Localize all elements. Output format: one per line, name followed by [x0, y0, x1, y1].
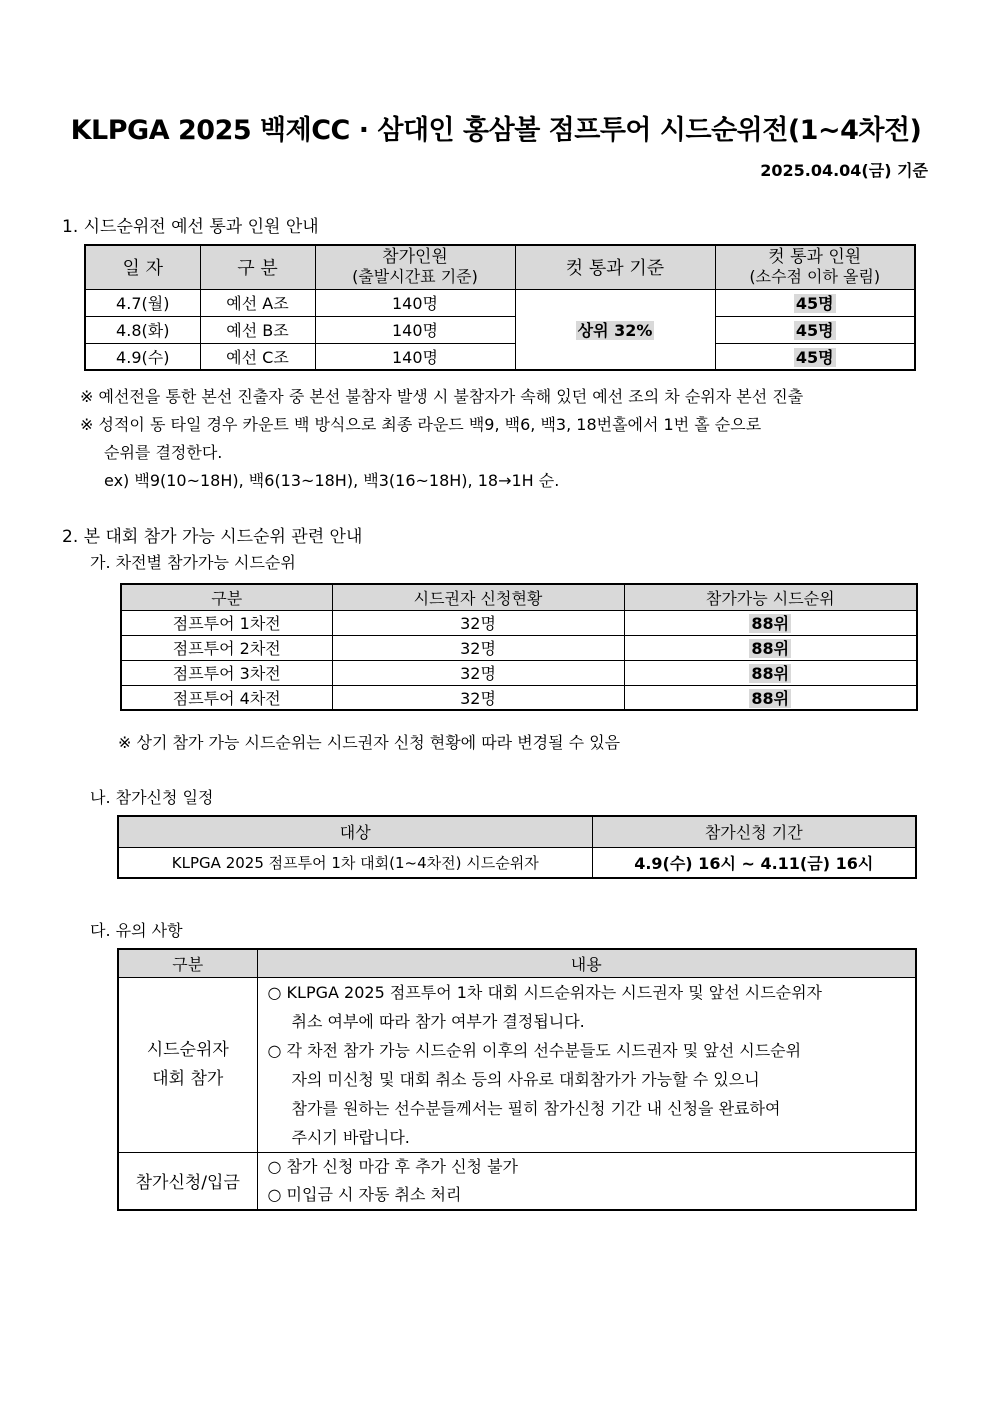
seed-header-row	[121, 584, 917, 610]
page-title: KLPGA 2025 백제CC · 삼대인 홍삼볼 점프투어 시드순위전(1~4차전)	[70, 115, 922, 146]
row-round: 점프투어 1차전	[121, 610, 332, 635]
subsection-da-heading: 다. 유의 사항	[90, 921, 183, 940]
header-group: 구 분	[200, 245, 315, 289]
row-rank	[624, 685, 917, 710]
category-seed-participation	[118, 977, 257, 1152]
header-category: 구분	[118, 949, 257, 977]
note-tiebreak: ※ 성적이 동 타일 경우 카운트 백 방식으로 최종 라운드 백9, 백6, 백3, 18번홀에서 1번 홀 순으로	[80, 415, 762, 434]
header-cut-criteria: 컷 통과 기준	[515, 245, 715, 289]
content-line: ○ 각 차전 참가 가능 시드순위 이후의 선수분들도 시드권자 및 앞선 시드순위	[267, 1040, 802, 1060]
row-group: 예선 A조	[200, 289, 315, 316]
cut-criteria-cell	[515, 289, 715, 370]
category-application-payment: 참가신청/입금	[118, 1152, 257, 1210]
content-application-payment	[257, 1152, 916, 1210]
content-line: ○ 미입금 시 자동 취소 처리	[267, 1184, 462, 1204]
row-count: 140명	[315, 289, 515, 316]
header-participants-sub: (출발시간표 기준)	[352, 267, 478, 287]
category-line-1: 시드순위자	[146, 1039, 229, 1060]
table-row	[85, 343, 915, 370]
content-line: 주시기 바랍니다.	[291, 1127, 410, 1147]
row-round: 점프투어 4차전	[121, 685, 332, 710]
row-pass	[715, 343, 915, 370]
table-row	[118, 1152, 916, 1210]
header-target: 대상	[118, 816, 592, 847]
row-count: 140명	[315, 343, 515, 370]
schedule-header-row	[118, 816, 916, 847]
row-applied: 32명	[332, 635, 624, 660]
table-row	[85, 289, 915, 316]
content-line: 자의 미신청 및 대회 취소 등의 사유로 대회참가가 가능할 수 있으니	[291, 1069, 760, 1089]
header-content: 내용	[257, 949, 916, 977]
header-cut-count-sub: (소수점 이하 올림)	[749, 267, 881, 287]
row-pass	[715, 316, 915, 343]
seed-rank-table	[120, 583, 918, 711]
subsection-na-heading: 나. 참가신청 일정	[90, 788, 214, 807]
row-count: 140명	[315, 316, 515, 343]
note-example: ex) 백9(10~18H), 백6(13~18H), 백3(16~18H), 18→1H 순.	[104, 471, 560, 490]
row-pass-value: 45명	[795, 294, 834, 313]
section1-heading: 1. 시드순위전 예선 통과 인원 안내	[62, 217, 319, 237]
row-pass	[715, 289, 915, 316]
row-group: 예선 C조	[200, 343, 315, 370]
row-applied: 32명	[332, 660, 624, 685]
header-participants-label: 참가인원	[382, 247, 448, 268]
table-row	[121, 610, 917, 635]
header-round: 구분	[121, 584, 332, 610]
notice-table	[117, 948, 917, 1211]
row-rank	[624, 610, 917, 635]
schedule-period: 4.9(수) 16시 ~ 4.11(금) 16시	[592, 847, 916, 878]
qualifier-table	[84, 244, 916, 371]
row-date: 4.8(화)	[85, 316, 200, 343]
content-line: 참가를 원하는 선수분들께서는 필히 참가신청 기간 내 신청을 완료하여	[291, 1098, 781, 1118]
row-group: 예선 B조	[200, 316, 315, 343]
row-rank-value: 88위	[751, 664, 790, 683]
row-rank	[624, 635, 917, 660]
row-date: 4.9(수)	[85, 343, 200, 370]
header-cut-count	[715, 245, 915, 289]
header-applied: 시드권자 신청현황	[332, 584, 624, 610]
table-row	[121, 635, 917, 660]
schedule-target: KLPGA 2025 점프투어 1차 대회(1~4차전) 시드순위자	[118, 847, 592, 878]
row-round: 점프투어 2차전	[121, 635, 332, 660]
qualifier-header-row	[85, 245, 915, 289]
notice-header-row	[118, 949, 916, 977]
table-row	[121, 685, 917, 710]
row-rank-value: 88위	[751, 614, 790, 633]
content-line: ○ KLPGA 2025 점프투어 1차 대회 시드순위자는 시드권자 및 앞선 시드순위자	[267, 982, 823, 1002]
content-seed-participation	[257, 977, 916, 1152]
row-date: 4.7(월)	[85, 289, 200, 316]
row-applied: 32명	[332, 610, 624, 635]
header-period: 참가신청 기간	[592, 816, 916, 847]
row-pass-value: 45명	[795, 347, 834, 367]
table-row	[85, 316, 915, 343]
table-row	[118, 977, 916, 1152]
content-line: 취소 여부에 따라 참가 여부가 결정됩니다.	[291, 1011, 585, 1031]
reference-date: 2025.04.04(금) 기준	[760, 161, 928, 180]
note-seed-change: ※ 상기 참가 가능 시드순위는 시드권자 신청 현황에 따라 변경될 수 있음	[118, 733, 621, 752]
header-rank: 참가가능 시드순위	[624, 584, 917, 610]
row-applied: 32명	[332, 685, 624, 710]
table-row	[118, 847, 916, 878]
header-participants	[315, 245, 515, 289]
row-round: 점프투어 3차전	[121, 660, 332, 685]
header-date: 일 자	[85, 245, 200, 289]
subsection-ga-heading: 가. 차전별 참가가능 시드순위	[90, 553, 296, 572]
section2-heading: 2. 본 대회 참가 가능 시드순위 관련 안내	[62, 527, 363, 547]
row-pass-value: 45명	[795, 321, 834, 340]
note-tiebreak-cont: 순위를 결정한다.	[104, 443, 223, 462]
header-cut-count-label: 컷 통과 인원	[768, 247, 862, 268]
cut-criteria-value: 상위 32%	[577, 320, 653, 340]
application-schedule-table	[117, 815, 917, 879]
row-rank-value: 88위	[751, 639, 790, 658]
row-rank-value: 88위	[751, 688, 790, 708]
content-line: ○ 참가 신청 마감 후 추가 신청 불가	[267, 1156, 518, 1176]
row-rank	[624, 660, 917, 685]
category-line-2: 대회 참가	[152, 1068, 224, 1089]
table-row	[121, 660, 917, 685]
note-absentee: ※ 예선전을 통한 본선 진출자 중 본선 불참자 발생 시 불참자가 속해 있던 예선 조의 차 순위자 본선 진출	[80, 387, 804, 406]
